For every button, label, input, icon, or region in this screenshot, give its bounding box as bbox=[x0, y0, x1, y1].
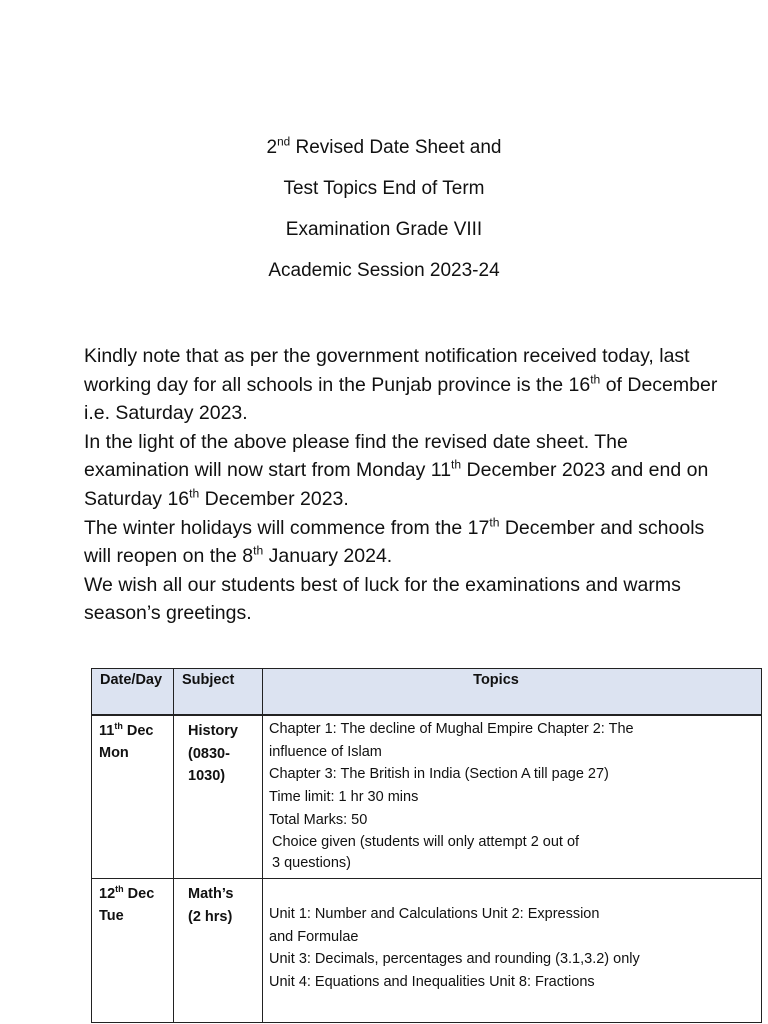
notice-paragraph-2: In the light of the above please find the revised date sheet. The examination will now start from Monday 11th December 2023 and end on Saturday 16th December 2023. bbox=[84, 430, 709, 510]
subject-line: (0830- bbox=[188, 745, 230, 762]
weekday-text: Mon bbox=[99, 745, 129, 761]
table-header-row bbox=[92, 669, 762, 716]
topic-line: Time limit: 1 hr 30 mins bbox=[269, 789, 419, 806]
topics-cell bbox=[263, 879, 762, 1023]
subject-line: Math’s bbox=[188, 886, 234, 902]
notice-text bbox=[84, 342, 724, 628]
topic-line: and Formulae bbox=[269, 928, 359, 945]
topics-cell bbox=[263, 715, 762, 879]
date-text: 11th Dec bbox=[99, 721, 154, 739]
topic-line: Total Marks: 50 bbox=[269, 811, 368, 828]
topic-line: Unit 1: Number and Calculations Unit 2: Expression bbox=[269, 906, 600, 922]
header-date-day: Date/Day bbox=[92, 669, 174, 716]
weekday-text: Tue bbox=[99, 908, 124, 924]
table-row bbox=[92, 715, 762, 879]
notice-paragraph-3: The winter holidays will commence from the 17th December and schools will reopen on the 8th January 2024. bbox=[84, 515, 705, 568]
header-topics: Topics bbox=[263, 669, 762, 716]
notice-paragraph-1: Kindly note that as per the government notification received today, last working day for all schools in the Punjab province is the 16th of December i.e. Saturday 2023. bbox=[84, 345, 718, 425]
topic-line: Chapter 3: The British in India (Section A till page 27) bbox=[269, 766, 609, 783]
title-line-2: Test Topics End of Term bbox=[283, 178, 485, 199]
date-sheet-table bbox=[91, 668, 762, 1023]
table-row bbox=[92, 879, 762, 1023]
title-line-4: Academic Session 2023-24 bbox=[268, 260, 500, 281]
date-cell bbox=[92, 879, 174, 1023]
title-line-1: 2nd Revised Date Sheet and bbox=[266, 135, 502, 158]
header-subject: Subject bbox=[174, 669, 263, 716]
topic-line: 3 questions) bbox=[272, 854, 351, 871]
subject-line: History bbox=[188, 723, 238, 739]
topic-line: Unit 3: Decimals, percentages and rounding (3.1,3.2) only bbox=[269, 951, 640, 968]
notice-paragraph-4: We wish all our students best of luck for the examinations and warms season’s greetings. bbox=[84, 573, 681, 625]
topic-line: influence of Islam bbox=[269, 743, 382, 760]
subject-cell bbox=[174, 715, 263, 879]
date-cell bbox=[92, 715, 174, 879]
date-text: 12th Dec bbox=[99, 884, 155, 902]
topic-line: Choice given (students will only attempt 2 out of bbox=[272, 833, 580, 850]
subject-cell bbox=[174, 879, 263, 1023]
topic-line: Chapter 1: The decline of Mughal Empire Chapter 2: The bbox=[269, 721, 634, 737]
subject-line: 1030) bbox=[188, 768, 226, 784]
subject-line: (2 hrs) bbox=[188, 908, 233, 925]
document-title bbox=[0, 133, 768, 297]
topic-line: Unit 4: Equations and Inequalities Unit 8: Fractions bbox=[269, 974, 595, 991]
title-line-3: Examination Grade VIII bbox=[285, 219, 483, 240]
